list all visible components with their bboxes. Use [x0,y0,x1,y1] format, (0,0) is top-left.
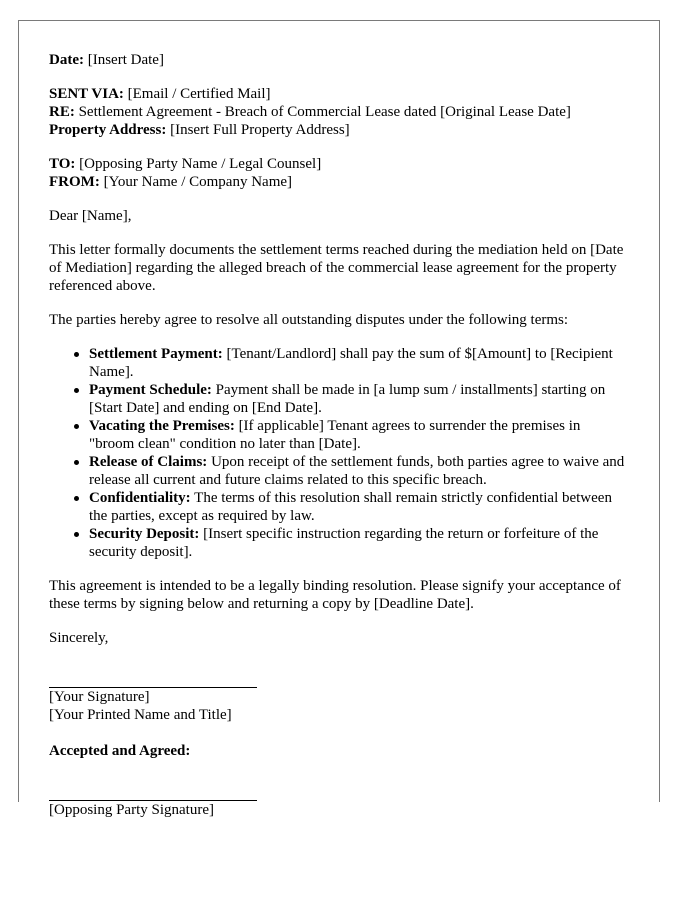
addressee-block [49,155,629,191]
term-label: Confidentiality: [89,490,191,506]
intro-paragraph: This letter formally documents the settlement terms reached during the mediation held on [Date of Mediation] regarding the alleged breach of the commercial lease agreement for the property referenced above. [49,242,624,294]
re-value: Settlement Agreement - Breach of Commercial Lease dated [Original Lease Date] [78,104,571,120]
property-address-label: Property Address: [49,122,167,138]
reference-block [49,85,629,139]
term-text: [If applicable] Tenant agrees to surrender the premises in "broom clean" condition no later than [Date]. [89,418,581,452]
terms-intro: The parties hereby agree to resolve all outstanding disputes under the following terms: [49,312,569,328]
opposing-signature-placeholder: [Opposing Party Signature] [49,802,214,818]
term-text: [Tenant/Landlord] shall pay the sum of $[Amount] to [Recipient Name]. [89,346,613,380]
terms-list [49,345,629,561]
from-value: [Your Name / Company Name] [103,174,293,190]
term-label: Payment Schedule: [89,382,212,398]
letter-page [18,20,660,818]
term-text: Upon receipt of the settlement funds, both parties agree to waive and release all current and future claims related to this specific breach. [89,454,625,488]
term-item-vacating-premises [89,417,629,453]
term-item-confidentiality [89,489,629,525]
salutation: Dear [Name], [49,208,132,224]
closing: Sincerely, [49,630,109,646]
term-text: [Insert specific instruction regarding the return or forfeiture of the security deposit]. [89,526,599,560]
signature-line [49,665,257,688]
sent-via-label: SENT VIA: [49,86,124,102]
term-label: Vacating the Premises: [89,418,235,434]
term-text: Payment shall be made in [a lump sum / installments] starting on [Start Date] and ending on [End Date]. [89,382,606,416]
signature-placeholder: [Your Signature] [49,689,150,705]
re-label: RE: [49,104,75,120]
date-label: Date: [49,52,84,68]
term-item-payment-schedule [89,381,629,417]
to-value: [Opposing Party Name / Legal Counsel] [79,156,322,172]
term-item-security-deposit [89,525,629,561]
closing-paragraph: This agreement is intended to be a legally binding resolution. Please signify your acceptance of these terms by signing below and returning a copy by [Deadline Date]. [49,578,621,612]
date-line [49,51,629,69]
from-label: FROM: [49,174,100,190]
accepted-agreed-heading: Accepted and Agreed: [49,743,191,759]
term-item-release-of-claims [89,453,629,489]
opposing-signature-line [49,778,257,801]
to-label: TO: [49,156,76,172]
term-label: Settlement Payment: [89,346,223,362]
sent-via-value: [Email / Certified Mail] [127,86,271,102]
term-label: Release of Claims: [89,454,208,470]
term-label: Security Deposit: [89,526,200,542]
property-address-value: [Insert Full Property Address] [170,122,350,138]
term-text: The terms of this resolution shall remain strictly confidential between the parties, except as required by law. [89,490,612,524]
date-value: [Insert Date] [87,52,164,68]
printed-name-title: [Your Printed Name and Title] [49,707,232,723]
term-item-settlement-payment [89,345,629,381]
